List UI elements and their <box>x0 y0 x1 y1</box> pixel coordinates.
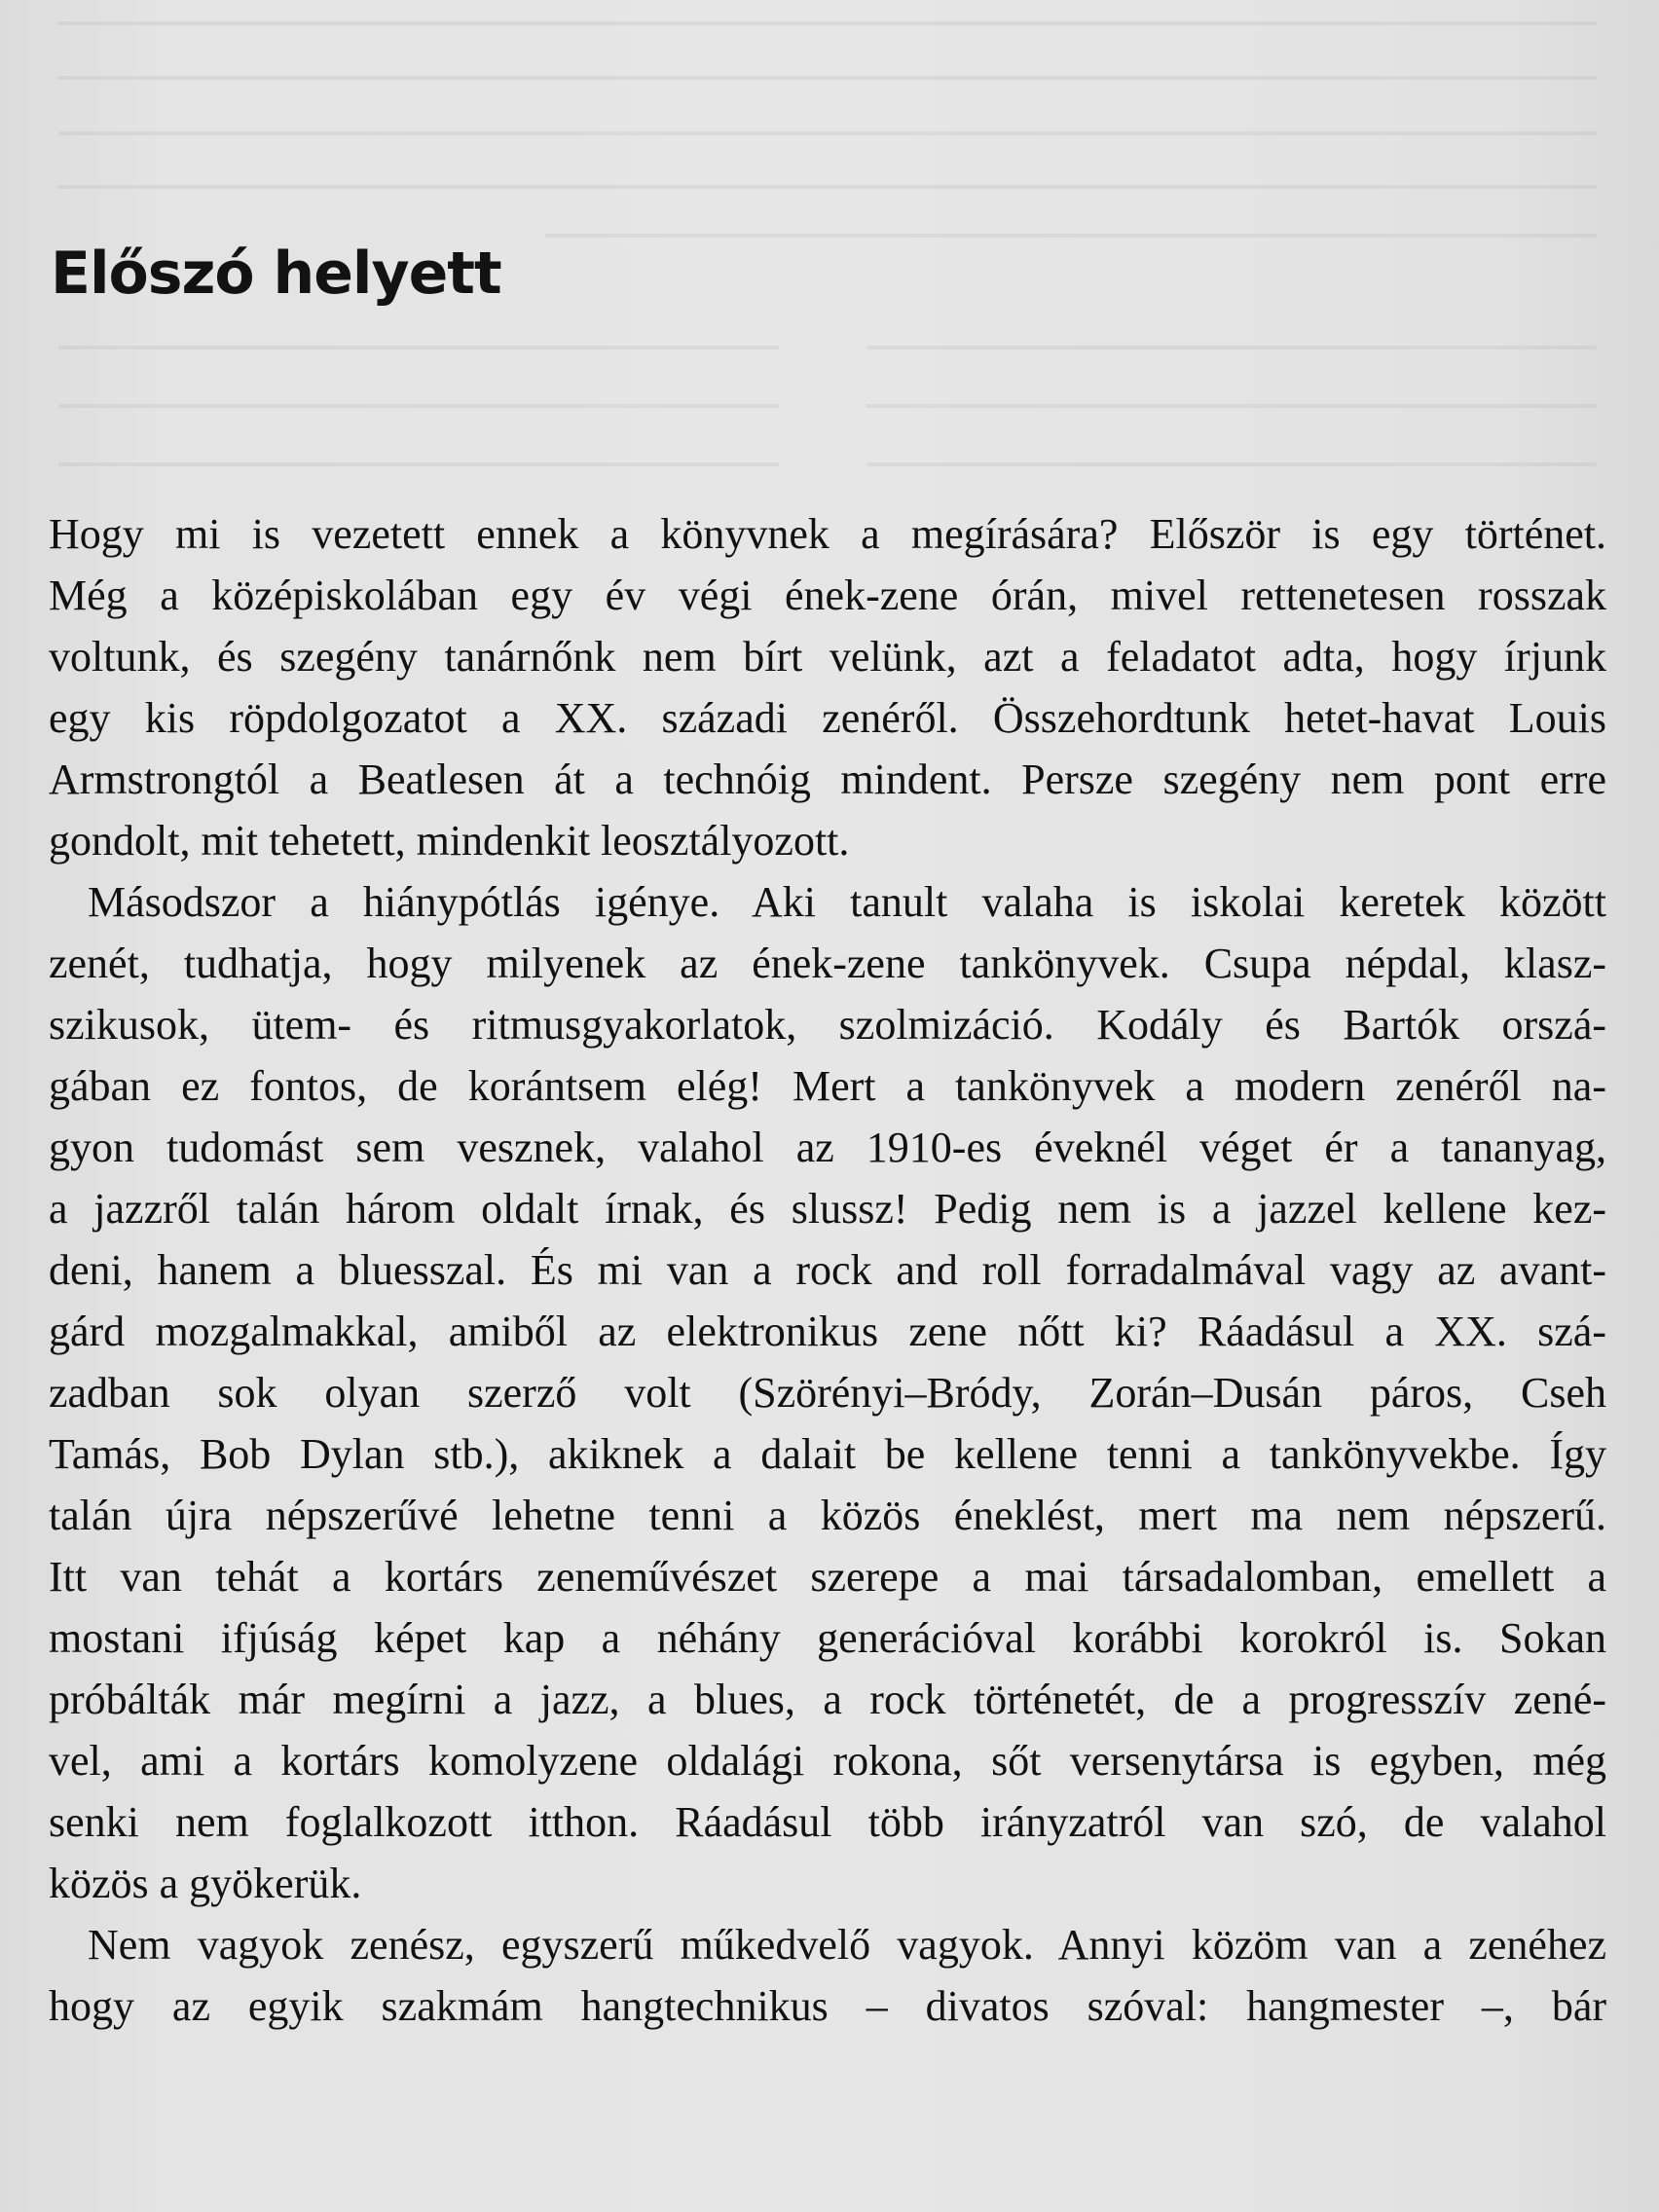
text-line: Még a középiskolában egy év végi ének-zene órán, mivel rettenetesen rosszak <box>49 571 1606 619</box>
text-line: Nem vagyok zenész, egyszerű műkedvelő vagyok. Annyi közöm van a zenéhez <box>88 1921 1606 1969</box>
text-line: Armstrongtól a Beatlesen át a technóig mindent. Persze szegény nem pont erre <box>49 756 1606 803</box>
text-line: vel, ami a kortárs komolyzene oldalági rokona, sőt versenytársa is egyben, még <box>49 1737 1606 1785</box>
text-line: gondolt, mit tehetett, mindenkit leosztályozott. <box>49 817 850 865</box>
text-line: Másodszor a hiánypótlás igénye. Aki tanult valaha is iskolai keretek között <box>88 878 1606 926</box>
text-line: közös a gyökerük. <box>49 1860 362 1907</box>
text-line: Itt van tehát a kortárs zeneművészet szerepe a mai társadalomban, emellett a <box>49 1553 1606 1601</box>
paragraph-1 <box>49 503 1606 871</box>
text-line: mostani ifjúság képet kap a néhány generációval korábbi korokról is. Sokan <box>49 1614 1606 1662</box>
text-line: gyon tudomást sem vesznek, valahol az 1910-es éveknél véget ér a tananyag, <box>49 1124 1606 1171</box>
body-text <box>49 503 1606 2037</box>
chapter-title: Előszó helyett <box>51 240 501 308</box>
text-line: Hogy mi is vezetett ennek a könyvnek a megírására? Először is egy történet. <box>49 510 1606 558</box>
text-line: szikusok, ütem- és ritmusgyakorlatok, szolmizáció. Kodály és Bartók orszá- <box>49 1001 1606 1049</box>
text-line: senki nem foglalkozott itthon. Ráadásul több irányzatról van szó, de valahol <box>49 1798 1606 1846</box>
text-line: Tamás, Bob Dylan stb.), akiknek a dalait be kellene tenni a tankönyvekbe. Így <box>49 1430 1606 1478</box>
text-line: zenét, tudhatja, hogy milyenek az ének-zene tankönyvek. Csupa népdal, klasz- <box>49 940 1606 987</box>
text-line: zadban sok olyan szerző volt (Szörényi–Bródy, Zorán–Dusán páros, Cseh <box>49 1369 1606 1417</box>
text-line: gárd mozgalmakkal, amiből az elektronikus zene nőtt ki? Ráadásul a XX. szá- <box>49 1308 1606 1355</box>
paragraph-2 <box>49 871 1606 1914</box>
text-line: talán újra népszerűvé lehetne tenni a közös éneklést, mert ma nem népszerű. <box>49 1492 1606 1539</box>
paragraph-3 <box>49 1914 1606 2037</box>
text-line: deni, hanem a bluesszal. És mi van a rock and roll forradalmával vagy az avant- <box>49 1246 1606 1294</box>
text-line: próbálták már megírni a jazz, a blues, a rock történetét, de a progresszív zené- <box>49 1676 1606 1723</box>
text-line: hogy az egyik szakmám hangtechnikus – divatos szóval: hangmester –, bár <box>49 1982 1606 2030</box>
text-line: gában ez fontos, de korántsem elég! Mert a tankönyvek a modern zenéről na- <box>49 1062 1606 1110</box>
text-line: egy kis röpdolgozatot a XX. századi zenéről. Összehordtunk hetet-havat Louis <box>49 694 1606 742</box>
text-line: voltunk, és szegény tanárnőnk nem bírt velünk, azt a feladatot adta, hogy írjunk <box>49 633 1606 681</box>
text-line: a jazzről talán három oldalt írnak, és slussz! Pedig nem is a jazzel kellene kez- <box>49 1185 1606 1233</box>
